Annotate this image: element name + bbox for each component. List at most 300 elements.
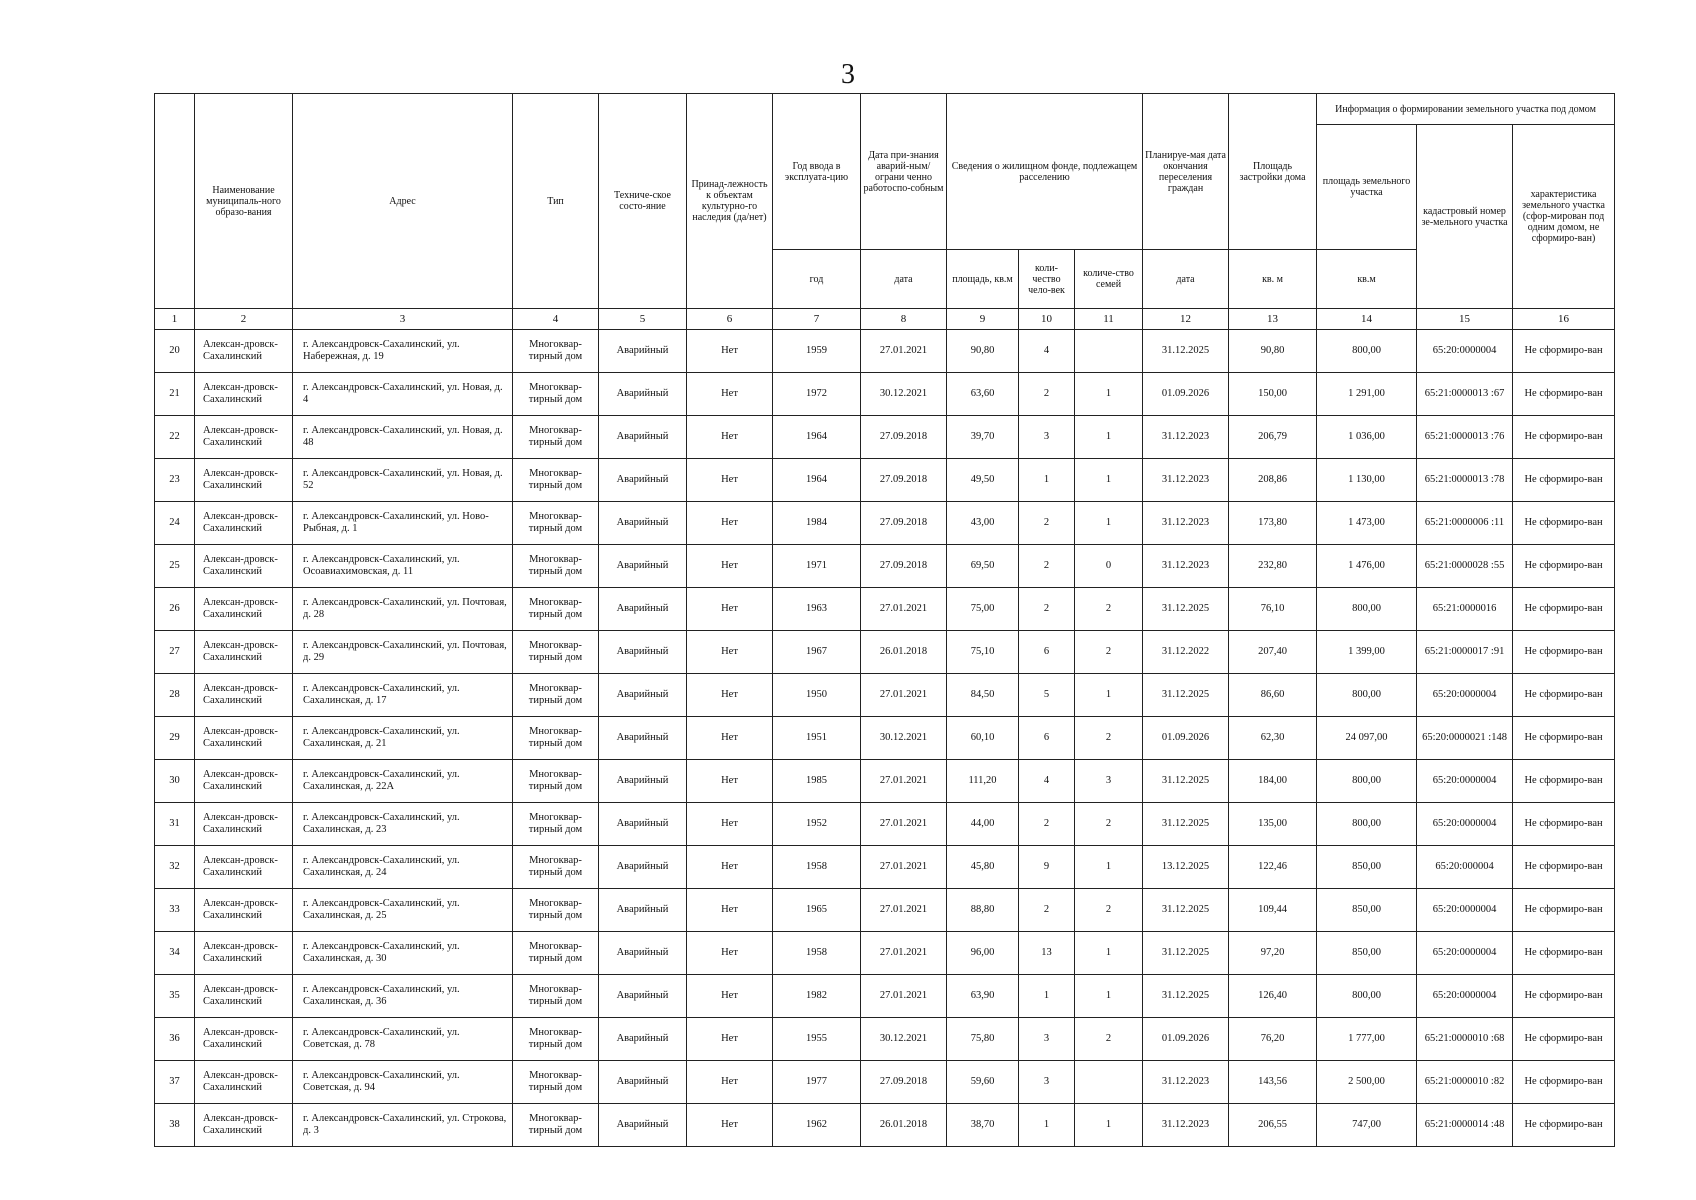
header-date-group: Дата при-знания аварий-ным/ограни ченно работоспо-собным (861, 94, 947, 250)
land-area-cell: 2 500,00 (1317, 1061, 1417, 1104)
families-count-cell: 2 (1075, 889, 1143, 932)
table-row (155, 459, 1615, 502)
technical-state-cell: Аварийный (599, 717, 687, 760)
header-year-sub: год (773, 250, 861, 309)
table-row (155, 545, 1615, 588)
land-characteristic-cell: Не сформиро-ван (1513, 1018, 1615, 1061)
type-cell: Многоквар-тирный дом (513, 889, 599, 932)
building-area-cell: 173,80 (1229, 502, 1317, 545)
type-cell: Многоквар-тирный дом (513, 502, 599, 545)
header-cultural-heritage: Принад-лежность к объектам культурно-го наследия (да/нет) (687, 94, 773, 309)
building-area-cell: 208,86 (1229, 459, 1317, 502)
column-number-cell: 3 (293, 309, 513, 330)
cadastral-number-cell: 65:21:0000010 :82 (1417, 1061, 1513, 1104)
cadastral-number-cell: 65:21:0000006 :11 (1417, 502, 1513, 545)
year-cell: 1964 (773, 416, 861, 459)
table-row (155, 1104, 1615, 1147)
area-cell: 90,80 (947, 330, 1019, 373)
row-index-cell: 31 (155, 803, 195, 846)
municipality-cell: Алексан-дровск-Сахалинский (195, 631, 293, 674)
cultural-heritage-cell: Нет (687, 416, 773, 459)
people-count-cell: 2 (1019, 373, 1075, 416)
families-count-cell (1075, 330, 1143, 373)
address-cell: г. Александровск-Сахалинский, ул. Новая, д. 52 (293, 459, 513, 502)
technical-state-cell: Аварийный (599, 588, 687, 631)
address-cell: г. Александровск-Сахалинский, ул. Сахалинская, д. 21 (293, 717, 513, 760)
cadastral-number-cell: 65:21:0000013 :67 (1417, 373, 1513, 416)
land-characteristic-cell: Не сформиро-ван (1513, 846, 1615, 889)
cadastral-number-cell: 65:21:0000017 :91 (1417, 631, 1513, 674)
type-cell: Многоквар-тирный дом (513, 717, 599, 760)
municipality-cell: Алексан-дровск-Сахалинский (195, 416, 293, 459)
address-cell: г. Александровск-Сахалинский, ул. Сахалинская, д. 23 (293, 803, 513, 846)
families-count-cell: 1 (1075, 459, 1143, 502)
municipality-cell: Алексан-дровск-Сахалинский (195, 1061, 293, 1104)
date-cell: 27.09.2018 (861, 416, 947, 459)
area-cell: 96,00 (947, 932, 1019, 975)
planned-date-cell: 31.12.2025 (1143, 803, 1229, 846)
building-area-cell: 90,80 (1229, 330, 1317, 373)
column-number-cell: 4 (513, 309, 599, 330)
municipality-cell: Алексан-дровск-Сахалинский (195, 932, 293, 975)
table-row (155, 932, 1615, 975)
people-count-cell: 3 (1019, 1061, 1075, 1104)
header-characteristic: характеристика земельного участка (сфор-мирован под одним домом, не сформиро-ван) (1513, 125, 1615, 309)
area-cell: 75,00 (947, 588, 1019, 631)
cadastral-number-cell: 65:20:0000004 (1417, 674, 1513, 717)
building-area-cell: 86,60 (1229, 674, 1317, 717)
type-cell: Многоквар-тирный дом (513, 631, 599, 674)
address-cell: г. Александровск-Сахалинский, ул. Новая, д. 48 (293, 416, 513, 459)
address-cell: г. Александровск-Сахалинский, ул. Строкова, д. 3 (293, 1104, 513, 1147)
table-row (155, 1061, 1615, 1104)
building-area-cell: 62,30 (1229, 717, 1317, 760)
cultural-heritage-cell: Нет (687, 975, 773, 1018)
page-number: 3 (841, 59, 855, 90)
people-count-cell: 1 (1019, 975, 1075, 1018)
cultural-heritage-cell: Нет (687, 631, 773, 674)
cultural-heritage-cell: Нет (687, 1104, 773, 1147)
column-number-cell: 8 (861, 309, 947, 330)
land-characteristic-cell: Не сформиро-ван (1513, 674, 1615, 717)
year-cell: 1972 (773, 373, 861, 416)
families-count-cell: 1 (1075, 373, 1143, 416)
cultural-heritage-cell: Нет (687, 373, 773, 416)
column-number-cell: 12 (1143, 309, 1229, 330)
date-cell: 27.09.2018 (861, 459, 947, 502)
year-cell: 1958 (773, 846, 861, 889)
table-row (155, 803, 1615, 846)
land-characteristic-cell: Не сформиро-ван (1513, 1061, 1615, 1104)
header-municipality: Наименование муниципаль-ного образо-вания (195, 94, 293, 309)
municipality-cell: Алексан-дровск-Сахалинский (195, 717, 293, 760)
people-count-cell: 13 (1019, 932, 1075, 975)
header-type: Тип (513, 94, 599, 309)
municipality-cell: Алексан-дровск-Сахалинский (195, 846, 293, 889)
cadastral-number-cell: 65:20:0000004 (1417, 932, 1513, 975)
families-count-cell (1075, 1061, 1143, 1104)
date-cell: 30.12.2021 (861, 1018, 947, 1061)
year-cell: 1965 (773, 889, 861, 932)
families-count-cell: 1 (1075, 932, 1143, 975)
type-cell: Многоквар-тирный дом (513, 803, 599, 846)
address-cell: г. Александровск-Сахалинский, ул. Набережная, д. 19 (293, 330, 513, 373)
building-area-cell: 122,46 (1229, 846, 1317, 889)
cultural-heritage-cell: Нет (687, 803, 773, 846)
address-cell: г. Александровск-Сахалинский, ул. Осоавиахимовская, д. 11 (293, 545, 513, 588)
row-index-cell: 30 (155, 760, 195, 803)
people-count-cell: 2 (1019, 889, 1075, 932)
building-area-cell: 207,40 (1229, 631, 1317, 674)
planned-date-cell: 31.12.2025 (1143, 932, 1229, 975)
address-cell: г. Александровск-Сахалинский, ул. Почтовая, д. 29 (293, 631, 513, 674)
land-area-cell: 1 473,00 (1317, 502, 1417, 545)
row-index-cell: 26 (155, 588, 195, 631)
land-characteristic-cell: Не сформиро-ван (1513, 502, 1615, 545)
table-row (155, 760, 1615, 803)
year-cell: 1971 (773, 545, 861, 588)
address-cell: г. Александровск-Сахалинский, ул. Ново-Рыбная, д. 1 (293, 502, 513, 545)
area-cell: 75,10 (947, 631, 1019, 674)
table-row (155, 330, 1615, 373)
column-number-cell: 13 (1229, 309, 1317, 330)
families-count-cell: 1 (1075, 975, 1143, 1018)
families-count-cell: 2 (1075, 803, 1143, 846)
area-cell: 63,60 (947, 373, 1019, 416)
land-characteristic-cell: Не сформиро-ван (1513, 717, 1615, 760)
date-cell: 27.01.2021 (861, 889, 947, 932)
type-cell: Многоквар-тирный дом (513, 330, 599, 373)
year-cell: 1959 (773, 330, 861, 373)
type-cell: Многоквар-тирный дом (513, 674, 599, 717)
address-cell: г. Александровск-Сахалинский, ул. Новая, д. 4 (293, 373, 513, 416)
municipality-cell: Алексан-дровск-Сахалинский (195, 1104, 293, 1147)
date-cell: 27.09.2018 (861, 1061, 947, 1104)
column-number-cell: 2 (195, 309, 293, 330)
land-characteristic-cell: Не сформиро-ван (1513, 975, 1615, 1018)
people-count-cell: 2 (1019, 545, 1075, 588)
technical-state-cell: Аварийный (599, 932, 687, 975)
cultural-heritage-cell: Нет (687, 545, 773, 588)
area-cell: 88,80 (947, 889, 1019, 932)
type-cell: Многоквар-тирный дом (513, 1104, 599, 1147)
column-number-cell: 15 (1417, 309, 1513, 330)
families-count-cell: 2 (1075, 631, 1143, 674)
header-people: коли-чество чело-век (1019, 250, 1075, 309)
people-count-cell: 1 (1019, 459, 1075, 502)
families-count-cell: 2 (1075, 588, 1143, 631)
land-area-cell: 850,00 (1317, 889, 1417, 932)
year-cell: 1950 (773, 674, 861, 717)
building-area-cell: 232,80 (1229, 545, 1317, 588)
people-count-cell: 3 (1019, 416, 1075, 459)
technical-state-cell: Аварийный (599, 545, 687, 588)
year-cell: 1958 (773, 932, 861, 975)
area-cell: 84,50 (947, 674, 1019, 717)
families-count-cell: 1 (1075, 846, 1143, 889)
land-characteristic-cell: Не сформиро-ван (1513, 588, 1615, 631)
area-cell: 45,80 (947, 846, 1019, 889)
people-count-cell: 4 (1019, 760, 1075, 803)
cultural-heritage-cell: Нет (687, 330, 773, 373)
land-area-cell: 1 036,00 (1317, 416, 1417, 459)
building-area-cell: 206,55 (1229, 1104, 1317, 1147)
row-index-cell: 28 (155, 674, 195, 717)
land-characteristic-cell: Не сформиро-ван (1513, 889, 1615, 932)
building-area-cell: 97,20 (1229, 932, 1317, 975)
area-cell: 44,00 (947, 803, 1019, 846)
header-families: количе-ство семей (1075, 250, 1143, 309)
cadastral-number-cell: 65:20:0000004 (1417, 803, 1513, 846)
address-cell: г. Александровск-Сахалинский, ул. Сахалинская, д. 22А (293, 760, 513, 803)
date-cell: 27.01.2021 (861, 760, 947, 803)
header-land-area: площадь земельного участка (1317, 125, 1417, 250)
address-cell: г. Александровск-Сахалинский, ул. Почтовая, д. 28 (293, 588, 513, 631)
area-cell: 111,20 (947, 760, 1019, 803)
land-characteristic-cell: Не сформиро-ван (1513, 1104, 1615, 1147)
header-date-sub: дата (861, 250, 947, 309)
cadastral-number-cell: 65:20:0000004 (1417, 889, 1513, 932)
header-index-cell (155, 94, 195, 309)
area-cell: 63,90 (947, 975, 1019, 1018)
technical-state-cell: Аварийный (599, 1104, 687, 1147)
table-row (155, 674, 1615, 717)
date-cell: 27.09.2018 (861, 545, 947, 588)
land-area-cell: 1 291,00 (1317, 373, 1417, 416)
land-characteristic-cell: Не сформиро-ван (1513, 760, 1615, 803)
technical-state-cell: Аварийный (599, 502, 687, 545)
planned-date-cell: 31.12.2025 (1143, 674, 1229, 717)
cadastral-number-cell: 65:20:0000021 :148 (1417, 717, 1513, 760)
people-count-cell: 6 (1019, 631, 1075, 674)
families-count-cell: 1 (1075, 502, 1143, 545)
column-number-cell: 11 (1075, 309, 1143, 330)
municipality-cell: Алексан-дровск-Сахалинский (195, 459, 293, 502)
type-cell: Многоквар-тирный дом (513, 588, 599, 631)
land-area-cell: 800,00 (1317, 330, 1417, 373)
cadastral-number-cell: 65:20:000004 (1417, 846, 1513, 889)
area-cell: 38,70 (947, 1104, 1019, 1147)
type-cell: Многоквар-тирный дом (513, 545, 599, 588)
building-area-cell: 143,56 (1229, 1061, 1317, 1104)
area-cell: 49,50 (947, 459, 1019, 502)
municipality-cell: Алексан-дровск-Сахалинский (195, 545, 293, 588)
header-technical-state: Техниче-ское состо-яние (599, 94, 687, 309)
date-cell: 27.01.2021 (861, 932, 947, 975)
people-count-cell: 9 (1019, 846, 1075, 889)
type-cell: Многоквар-тирный дом (513, 975, 599, 1018)
year-cell: 1962 (773, 1104, 861, 1147)
column-number-cell: 1 (155, 309, 195, 330)
building-area-cell: 206,79 (1229, 416, 1317, 459)
area-cell: 59,60 (947, 1061, 1019, 1104)
planned-date-cell: 31.12.2023 (1143, 545, 1229, 588)
families-count-cell: 1 (1075, 674, 1143, 717)
table-row (155, 975, 1615, 1018)
municipality-cell: Алексан-дровск-Сахалинский (195, 502, 293, 545)
address-cell: г. Александровск-Сахалинский, ул. Сахалинская, д. 25 (293, 889, 513, 932)
cadastral-number-cell: 65:21:0000013 :78 (1417, 459, 1513, 502)
planned-date-cell: 31.12.2023 (1143, 1104, 1229, 1147)
area-cell: 39,70 (947, 416, 1019, 459)
row-index-cell: 33 (155, 889, 195, 932)
land-area-cell: 1 777,00 (1317, 1018, 1417, 1061)
technical-state-cell: Аварийный (599, 975, 687, 1018)
year-cell: 1955 (773, 1018, 861, 1061)
type-cell: Многоквар-тирный дом (513, 373, 599, 416)
cadastral-number-cell: 65:21:0000014 :48 (1417, 1104, 1513, 1147)
date-cell: 26.01.2018 (861, 631, 947, 674)
column-number-cell: 5 (599, 309, 687, 330)
row-index-cell: 21 (155, 373, 195, 416)
planned-date-cell: 01.09.2026 (1143, 373, 1229, 416)
table-row (155, 889, 1615, 932)
type-cell: Многоквар-тирный дом (513, 459, 599, 502)
land-area-cell: 800,00 (1317, 760, 1417, 803)
municipality-cell: Алексан-дровск-Сахалинский (195, 760, 293, 803)
planned-date-cell: 31.12.2025 (1143, 330, 1229, 373)
row-index-cell: 25 (155, 545, 195, 588)
land-characteristic-cell: Не сформиро-ван (1513, 932, 1615, 975)
land-characteristic-cell: Не сформиро-ван (1513, 416, 1615, 459)
people-count-cell: 2 (1019, 803, 1075, 846)
technical-state-cell: Аварийный (599, 373, 687, 416)
land-area-cell: 1 476,00 (1317, 545, 1417, 588)
planned-date-cell: 31.12.2023 (1143, 502, 1229, 545)
date-cell: 30.12.2021 (861, 717, 947, 760)
column-number-cell: 7 (773, 309, 861, 330)
cultural-heritage-cell: Нет (687, 760, 773, 803)
date-cell: 27.01.2021 (861, 846, 947, 889)
planned-date-cell: 01.09.2026 (1143, 1018, 1229, 1061)
header-build-sub: кв. м (1229, 250, 1317, 309)
families-count-cell: 3 (1075, 760, 1143, 803)
address-cell: г. Александровск-Сахалинский, ул. Сахалинская, д. 17 (293, 674, 513, 717)
cultural-heritage-cell: Нет (687, 502, 773, 545)
header-area: площадь, кв.м (947, 250, 1019, 309)
type-cell: Многоквар-тирный дом (513, 416, 599, 459)
planned-date-cell: 31.12.2025 (1143, 889, 1229, 932)
technical-state-cell: Аварийный (599, 674, 687, 717)
families-count-cell: 1 (1075, 1104, 1143, 1147)
people-count-cell: 3 (1019, 1018, 1075, 1061)
row-index-cell: 38 (155, 1104, 195, 1147)
year-cell: 1977 (773, 1061, 861, 1104)
header-land-group: Информация о формировании земельного участка под домом (1317, 94, 1615, 125)
table-row (155, 846, 1615, 889)
cultural-heritage-cell: Нет (687, 459, 773, 502)
technical-state-cell: Аварийный (599, 1061, 687, 1104)
technical-state-cell: Аварийный (599, 631, 687, 674)
technical-state-cell: Аварийный (599, 1018, 687, 1061)
date-cell: 27.01.2021 (861, 674, 947, 717)
land-characteristic-cell: Не сформиро-ван (1513, 330, 1615, 373)
table-row (155, 416, 1615, 459)
planned-date-cell: 31.12.2025 (1143, 975, 1229, 1018)
planned-date-cell: 31.12.2025 (1143, 588, 1229, 631)
year-cell: 1964 (773, 459, 861, 502)
cultural-heritage-cell: Нет (687, 1061, 773, 1104)
people-count-cell: 2 (1019, 502, 1075, 545)
date-cell: 30.12.2021 (861, 373, 947, 416)
header-year-group: Год ввода в эксплуата-цию (773, 94, 861, 250)
planned-date-cell: 01.09.2026 (1143, 717, 1229, 760)
address-cell: г. Александровск-Сахалинский, ул. Советская, д. 78 (293, 1018, 513, 1061)
header-building-area-group: Площадь застройки дома (1229, 94, 1317, 250)
building-area-cell: 76,10 (1229, 588, 1317, 631)
families-count-cell: 2 (1075, 1018, 1143, 1061)
families-count-cell: 0 (1075, 545, 1143, 588)
people-count-cell: 1 (1019, 1104, 1075, 1147)
planned-date-cell: 31.12.2023 (1143, 1061, 1229, 1104)
date-cell: 27.01.2021 (861, 588, 947, 631)
area-cell: 75,80 (947, 1018, 1019, 1061)
municipality-cell: Алексан-дровск-Сахалинский (195, 373, 293, 416)
header-land-area-unit: кв.м (1317, 250, 1417, 309)
address-cell: г. Александровск-Сахалинский, ул. Советская, д. 94 (293, 1061, 513, 1104)
date-cell: 27.01.2021 (861, 330, 947, 373)
type-cell: Многоквар-тирный дом (513, 1018, 599, 1061)
cadastral-number-cell: 65:21:0000028 :55 (1417, 545, 1513, 588)
technical-state-cell: Аварийный (599, 889, 687, 932)
cadastral-number-cell: 65:21:0000016 (1417, 588, 1513, 631)
type-cell: Многоквар-тирный дом (513, 760, 599, 803)
row-index-cell: 23 (155, 459, 195, 502)
address-cell: г. Александровск-Сахалинский, ул. Сахалинская, д. 24 (293, 846, 513, 889)
technical-state-cell: Аварийный (599, 330, 687, 373)
land-area-cell: 800,00 (1317, 975, 1417, 1018)
row-index-cell: 35 (155, 975, 195, 1018)
header-cadastral: кадастровый номер зе-мельного участка (1417, 125, 1513, 309)
row-index-cell: 29 (155, 717, 195, 760)
municipality-cell: Алексан-дровск-Сахалинский (195, 588, 293, 631)
people-count-cell: 4 (1019, 330, 1075, 373)
cultural-heritage-cell: Нет (687, 674, 773, 717)
row-index-cell: 32 (155, 846, 195, 889)
cultural-heritage-cell: Нет (687, 588, 773, 631)
technical-state-cell: Аварийный (599, 459, 687, 502)
planned-date-cell: 31.12.2023 (1143, 459, 1229, 502)
year-cell: 1963 (773, 588, 861, 631)
header-address: Адрес (293, 94, 513, 309)
year-cell: 1967 (773, 631, 861, 674)
table-row (155, 1018, 1615, 1061)
column-number-cell: 14 (1317, 309, 1417, 330)
building-area-cell: 150,00 (1229, 373, 1317, 416)
year-cell: 1984 (773, 502, 861, 545)
area-cell: 60,10 (947, 717, 1019, 760)
header-plan-sub: дата (1143, 250, 1229, 309)
families-count-cell: 2 (1075, 717, 1143, 760)
land-area-cell: 800,00 (1317, 803, 1417, 846)
date-cell: 27.01.2021 (861, 803, 947, 846)
land-area-cell: 800,00 (1317, 674, 1417, 717)
land-characteristic-cell: Не сформиро-ван (1513, 631, 1615, 674)
technical-state-cell: Аварийный (599, 846, 687, 889)
building-area-cell: 109,44 (1229, 889, 1317, 932)
land-characteristic-cell: Не сформиро-ван (1513, 545, 1615, 588)
emergency-housing-table (154, 93, 1615, 1147)
cadastral-number-cell: 65:20:0000004 (1417, 760, 1513, 803)
column-number-cell: 6 (687, 309, 773, 330)
municipality-cell: Алексан-дровск-Сахалинский (195, 674, 293, 717)
people-count-cell: 2 (1019, 588, 1075, 631)
land-area-cell: 1 130,00 (1317, 459, 1417, 502)
building-area-cell: 135,00 (1229, 803, 1317, 846)
row-index-cell: 34 (155, 932, 195, 975)
land-characteristic-cell: Не сформиро-ван (1513, 459, 1615, 502)
cultural-heritage-cell: Нет (687, 846, 773, 889)
